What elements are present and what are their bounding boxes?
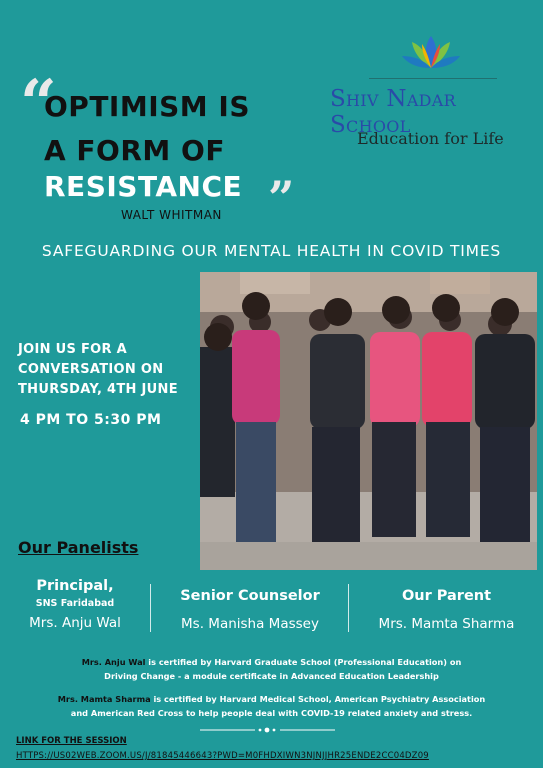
- panelist-subtitle: SNS Faridabad: [35, 598, 115, 609]
- open-quote-mark: “: [20, 66, 57, 141]
- students-photo-image: [200, 272, 537, 570]
- panelist-card-counselor: [152, 588, 348, 632]
- panelist-role: Senior Counselor: [180, 588, 320, 604]
- quote-author: WALT WHITMAN: [121, 208, 222, 222]
- lotus-logo-icon: [400, 32, 462, 74]
- bio-mamta: [0, 692, 543, 720]
- join-line-1: JOIN US FOR A: [18, 342, 128, 357]
- quote-line-1: OPTIMISM IS: [44, 90, 250, 123]
- bio-anju-line-1: [0, 655, 543, 669]
- school-name: Shiv Nadar School: [330, 86, 457, 138]
- close-quote-mark: ”: [268, 171, 295, 225]
- bio-anju-text-1: is certified by Harvard Graduate School (Professional Education) on: [145, 657, 462, 667]
- bio-anju: [0, 655, 543, 683]
- join-line-2: CONVERSATION ON: [18, 362, 164, 377]
- session-link-heading: LINK FOR THE SESSION: [16, 736, 127, 746]
- bio-mamta-line-2: and American Red Cross to help people deal with COVID-19 related anxiety and stress.: [70, 708, 473, 718]
- school-divider: [369, 78, 497, 79]
- panelist-role: Our Parent: [401, 588, 492, 604]
- panelist-role: Principal,: [36, 578, 114, 594]
- panelist-card-parent: [350, 588, 543, 632]
- event-details: [18, 340, 178, 400]
- panelist-name: Ms. Manisha Massey: [181, 616, 319, 632]
- bio-mamta-line-1: [0, 692, 543, 706]
- quote-line-2: A FORM OF: [44, 134, 225, 167]
- panelist-divider: [348, 584, 349, 632]
- quote-line-3: RESISTANCE: [44, 170, 243, 203]
- bio-anju-name: Mrs. Anju Wal: [81, 657, 146, 667]
- event-headline: SAFEGUARDING OUR MENTAL HEALTH IN COVID TIMES: [41, 242, 502, 260]
- join-line-3: THURSDAY, 4TH JUNE: [18, 382, 178, 397]
- panelist-name: Mrs. Mamta Sharma: [378, 616, 515, 632]
- panelist-name: Mrs. Anju Wal: [29, 615, 121, 631]
- panelist-divider: [150, 584, 151, 632]
- students-photo: [200, 272, 537, 570]
- bio-mamta-name: Mrs. Mamta Sharma: [57, 694, 151, 704]
- school-tagline: Education for Life: [357, 129, 504, 148]
- bio-anju-line-2: Driving Change - a module certificate in Advanced Education Leadership: [104, 671, 439, 681]
- ornament-divider-icon: [200, 725, 335, 735]
- panelist-card-principal: [0, 578, 150, 631]
- bio-mamta-text-1: is certified by Harvard Medical School, American Psychiatry Association: [150, 694, 486, 704]
- panelists-heading: Our Panelists: [18, 538, 139, 557]
- event-time: 4 PM TO 5:30 PM: [20, 412, 162, 428]
- session-link[interactable]: HTTPS://US02WEB.ZOOM.US/J/81845446643?PWD=M0FHDXIWN3NJNJJHR25ENDE2CC04DZ09: [16, 751, 429, 761]
